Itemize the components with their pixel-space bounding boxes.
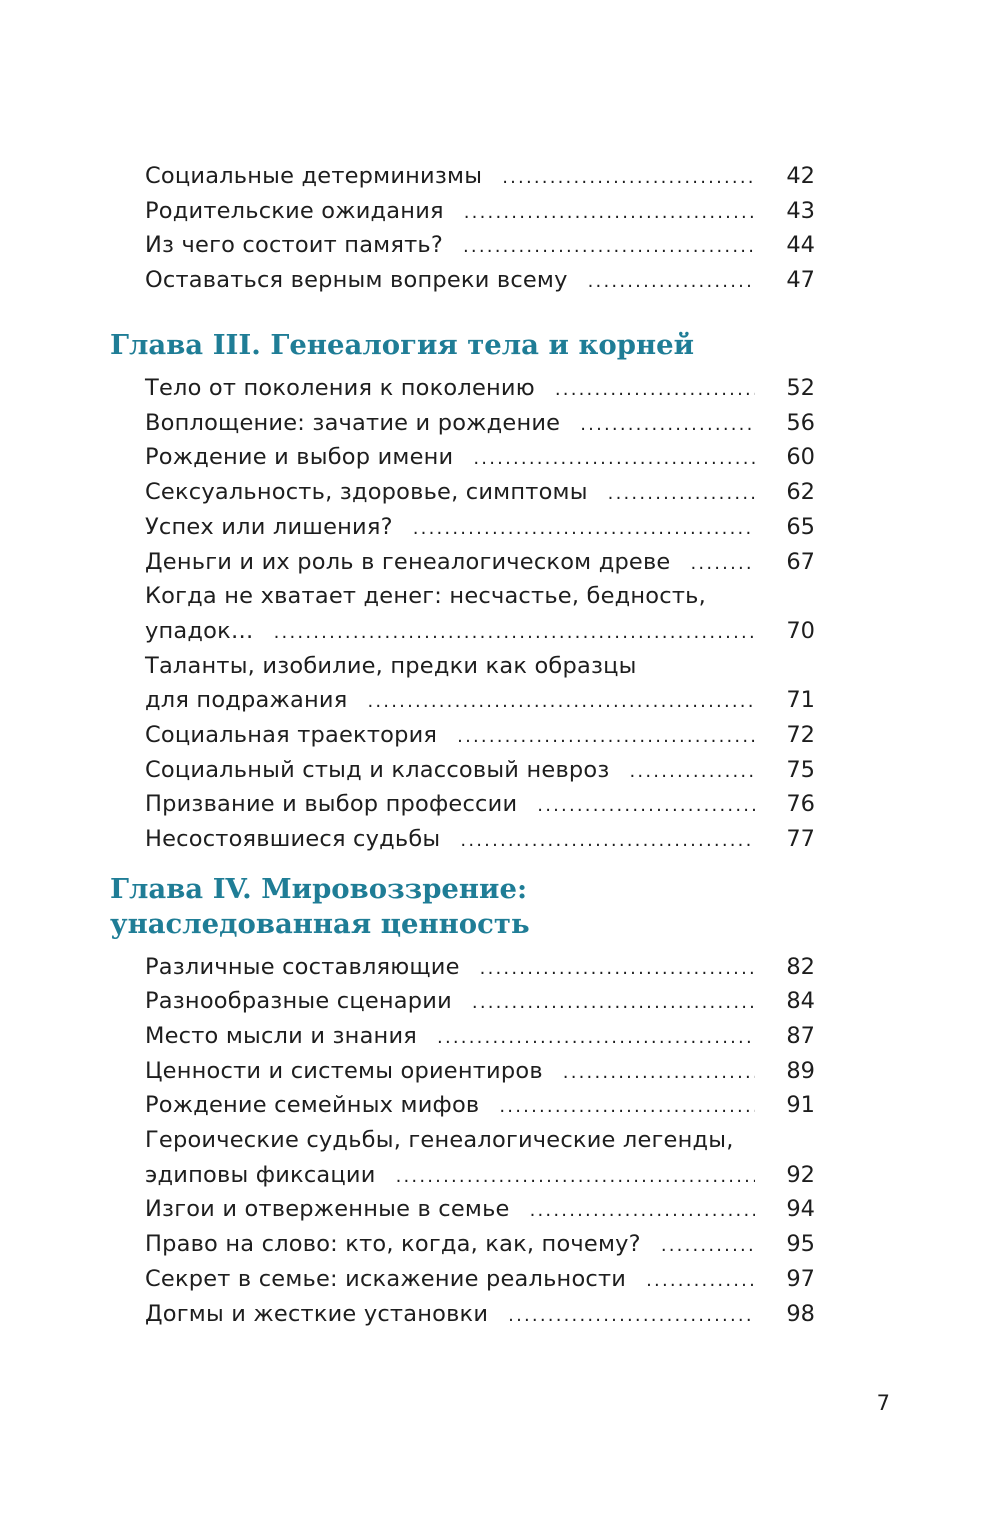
toc-entry[interactable] [145, 984, 755, 1021]
toc-entry-page: 98 [786, 1300, 815, 1327]
toc-entry-page: 94 [786, 1196, 815, 1223]
toc-entry[interactable] [145, 475, 755, 512]
dot-leader [646, 1264, 755, 1299]
toc-entry[interactable] [145, 263, 755, 300]
toc-entry-title: Догмы и жесткие установки [145, 1300, 489, 1327]
toc-entry[interactable] [145, 1262, 755, 1299]
toc-entry[interactable] [145, 614, 755, 651]
dot-leader [502, 161, 755, 196]
toc-entry-title: Социальный стыд и классовый невроз [145, 756, 610, 783]
toc-entry-page: 56 [786, 409, 815, 436]
toc-entry-title: Социальные детерминизмы [145, 163, 483, 189]
toc-entry-title: Тело от поколения к поколению [145, 375, 535, 401]
toc-entry-title: Оставаться верным вопреки всему [145, 267, 568, 294]
toc-entry[interactable] [145, 1054, 755, 1091]
toc-entry-title: Ценности и системы ориентиров [145, 1057, 543, 1084]
chapter-heading: Глава IV. Мировоззрение: [110, 873, 528, 905]
toc-entry[interactable] [145, 406, 755, 443]
dot-leader [661, 1229, 755, 1264]
toc-entry-title: Из чего состоит память? [145, 232, 444, 259]
toc-entry[interactable] [145, 753, 755, 790]
toc-entry-page: 72 [786, 722, 815, 748]
toc-entry[interactable] [145, 787, 755, 824]
toc-entry-title: Призвание и выбор профессии [145, 791, 518, 818]
toc-entry-title: Несостоявшиеся судьбы [145, 826, 441, 853]
toc-entry-title: Рождение семейных мифов [145, 1092, 480, 1119]
toc-entry-page: 95 [786, 1231, 815, 1258]
toc-entry-title: Рождение и выбор имени [145, 444, 454, 471]
dot-leader [690, 547, 755, 582]
toc-entry-page: 67 [786, 548, 815, 575]
dot-leader [274, 616, 755, 651]
dot-leader [499, 1090, 755, 1125]
toc-entry-page: 76 [786, 791, 815, 818]
toc-entry[interactable] [145, 1297, 755, 1334]
toc-entry-page: 42 [786, 163, 815, 189]
toc-entry-title[interactable]: Героические судьбы, генеалогические легенды, [145, 1127, 734, 1153]
toc-entry-title: упадок… [145, 617, 254, 644]
dot-leader [588, 265, 755, 300]
toc-entry-title: для подражания [145, 687, 348, 714]
toc-entry-page: 75 [786, 756, 815, 783]
toc-entry-title: Изгои и отверженные в семье [145, 1196, 510, 1223]
toc-entry[interactable] [145, 683, 755, 720]
toc-entry[interactable] [145, 1158, 755, 1195]
toc-entry-title: эдиповы фиксации [145, 1161, 376, 1188]
toc-entry-title[interactable]: Таланты, изобилие, предки как образцы [145, 652, 637, 679]
toc-entry-page: 82 [786, 953, 815, 980]
dot-leader [460, 824, 755, 859]
toc-entry-page: 52 [786, 375, 815, 401]
toc-entry-title: Секрет в семье: искажение реальности [145, 1265, 627, 1292]
toc-entry-page: 91 [786, 1092, 815, 1119]
dot-leader [457, 720, 755, 755]
toc-entry-page: 87 [786, 1022, 815, 1049]
toc-entry-page: 71 [786, 687, 815, 714]
dot-leader [563, 1056, 755, 1091]
toc-entry-page: 97 [786, 1265, 815, 1292]
toc-entry[interactable] [145, 1088, 755, 1125]
dot-leader [480, 952, 755, 987]
dot-leader [396, 1160, 755, 1195]
toc-entry-title: Успех или лишения? [145, 513, 393, 540]
dot-leader [508, 1299, 755, 1334]
dot-leader [437, 1021, 755, 1056]
toc-entry-title: Разнообразные сценарии [145, 988, 452, 1015]
toc-entry-title: Родительские ожидания [145, 197, 444, 224]
dot-leader [472, 986, 755, 1021]
toc-entry[interactable] [145, 228, 755, 265]
toc-entry-page: 43 [786, 197, 815, 224]
toc-entry[interactable] [145, 440, 755, 477]
toc-entry-page: 65 [786, 513, 815, 540]
toc-entry[interactable] [145, 822, 755, 859]
toc-entry-page: 62 [786, 479, 815, 506]
toc-entry[interactable] [145, 545, 755, 582]
dot-leader [580, 408, 755, 443]
toc-entry-title: Место мысли и знания [145, 1022, 418, 1049]
dot-leader [464, 196, 755, 231]
dot-leader [555, 373, 755, 408]
toc-entry-title: Различные составляющие [145, 953, 460, 980]
toc-entry-page: 77 [786, 826, 815, 853]
toc-entry-page: 60 [786, 444, 815, 471]
toc-entry-title: Право на слово: кто, когда, как, почему? [145, 1231, 641, 1258]
dot-leader [463, 230, 755, 265]
dot-leader [367, 685, 755, 720]
toc-entry[interactable] [145, 194, 755, 231]
chapter-heading: унаследованная ценность [110, 907, 530, 940]
toc-entry-page: 70 [786, 617, 815, 644]
toc-entry-page: 89 [786, 1057, 815, 1084]
dot-leader [537, 789, 755, 824]
toc-entry[interactable] [145, 159, 755, 196]
toc-entry[interactable] [145, 371, 755, 408]
dot-leader [413, 512, 755, 547]
toc-entry[interactable] [145, 1019, 755, 1056]
toc-entry-title: Деньги и их роль в генеалогическом древе [145, 548, 671, 575]
toc-entry-page: 44 [786, 232, 815, 259]
chapter-heading: Глава III. Генеалогия тела и корней [110, 329, 694, 361]
toc-entry-page: 47 [786, 267, 815, 294]
page-number: 7 [876, 1391, 890, 1415]
toc-entry[interactable] [145, 1192, 755, 1229]
dot-leader [630, 755, 755, 790]
toc-entry-title: Воплощение: зачатие и рождение [145, 409, 561, 436]
toc-entry[interactable] [145, 510, 755, 547]
toc-entry-title: Сексуальность, здоровье, симптомы [145, 479, 588, 506]
dot-leader [473, 442, 755, 477]
toc-entry-page: 92 [786, 1161, 815, 1188]
toc-entry[interactable] [145, 718, 755, 755]
toc-entry[interactable] [145, 950, 755, 987]
toc-entry-title[interactable]: Когда не хватает денег: несчастье, бедность, [145, 583, 706, 610]
dot-leader [608, 477, 755, 512]
toc-entry-page: 84 [786, 988, 815, 1015]
toc-entry-title: Социальная траектория [145, 722, 438, 748]
toc-entry[interactable] [145, 1227, 755, 1264]
dot-leader [530, 1194, 755, 1229]
